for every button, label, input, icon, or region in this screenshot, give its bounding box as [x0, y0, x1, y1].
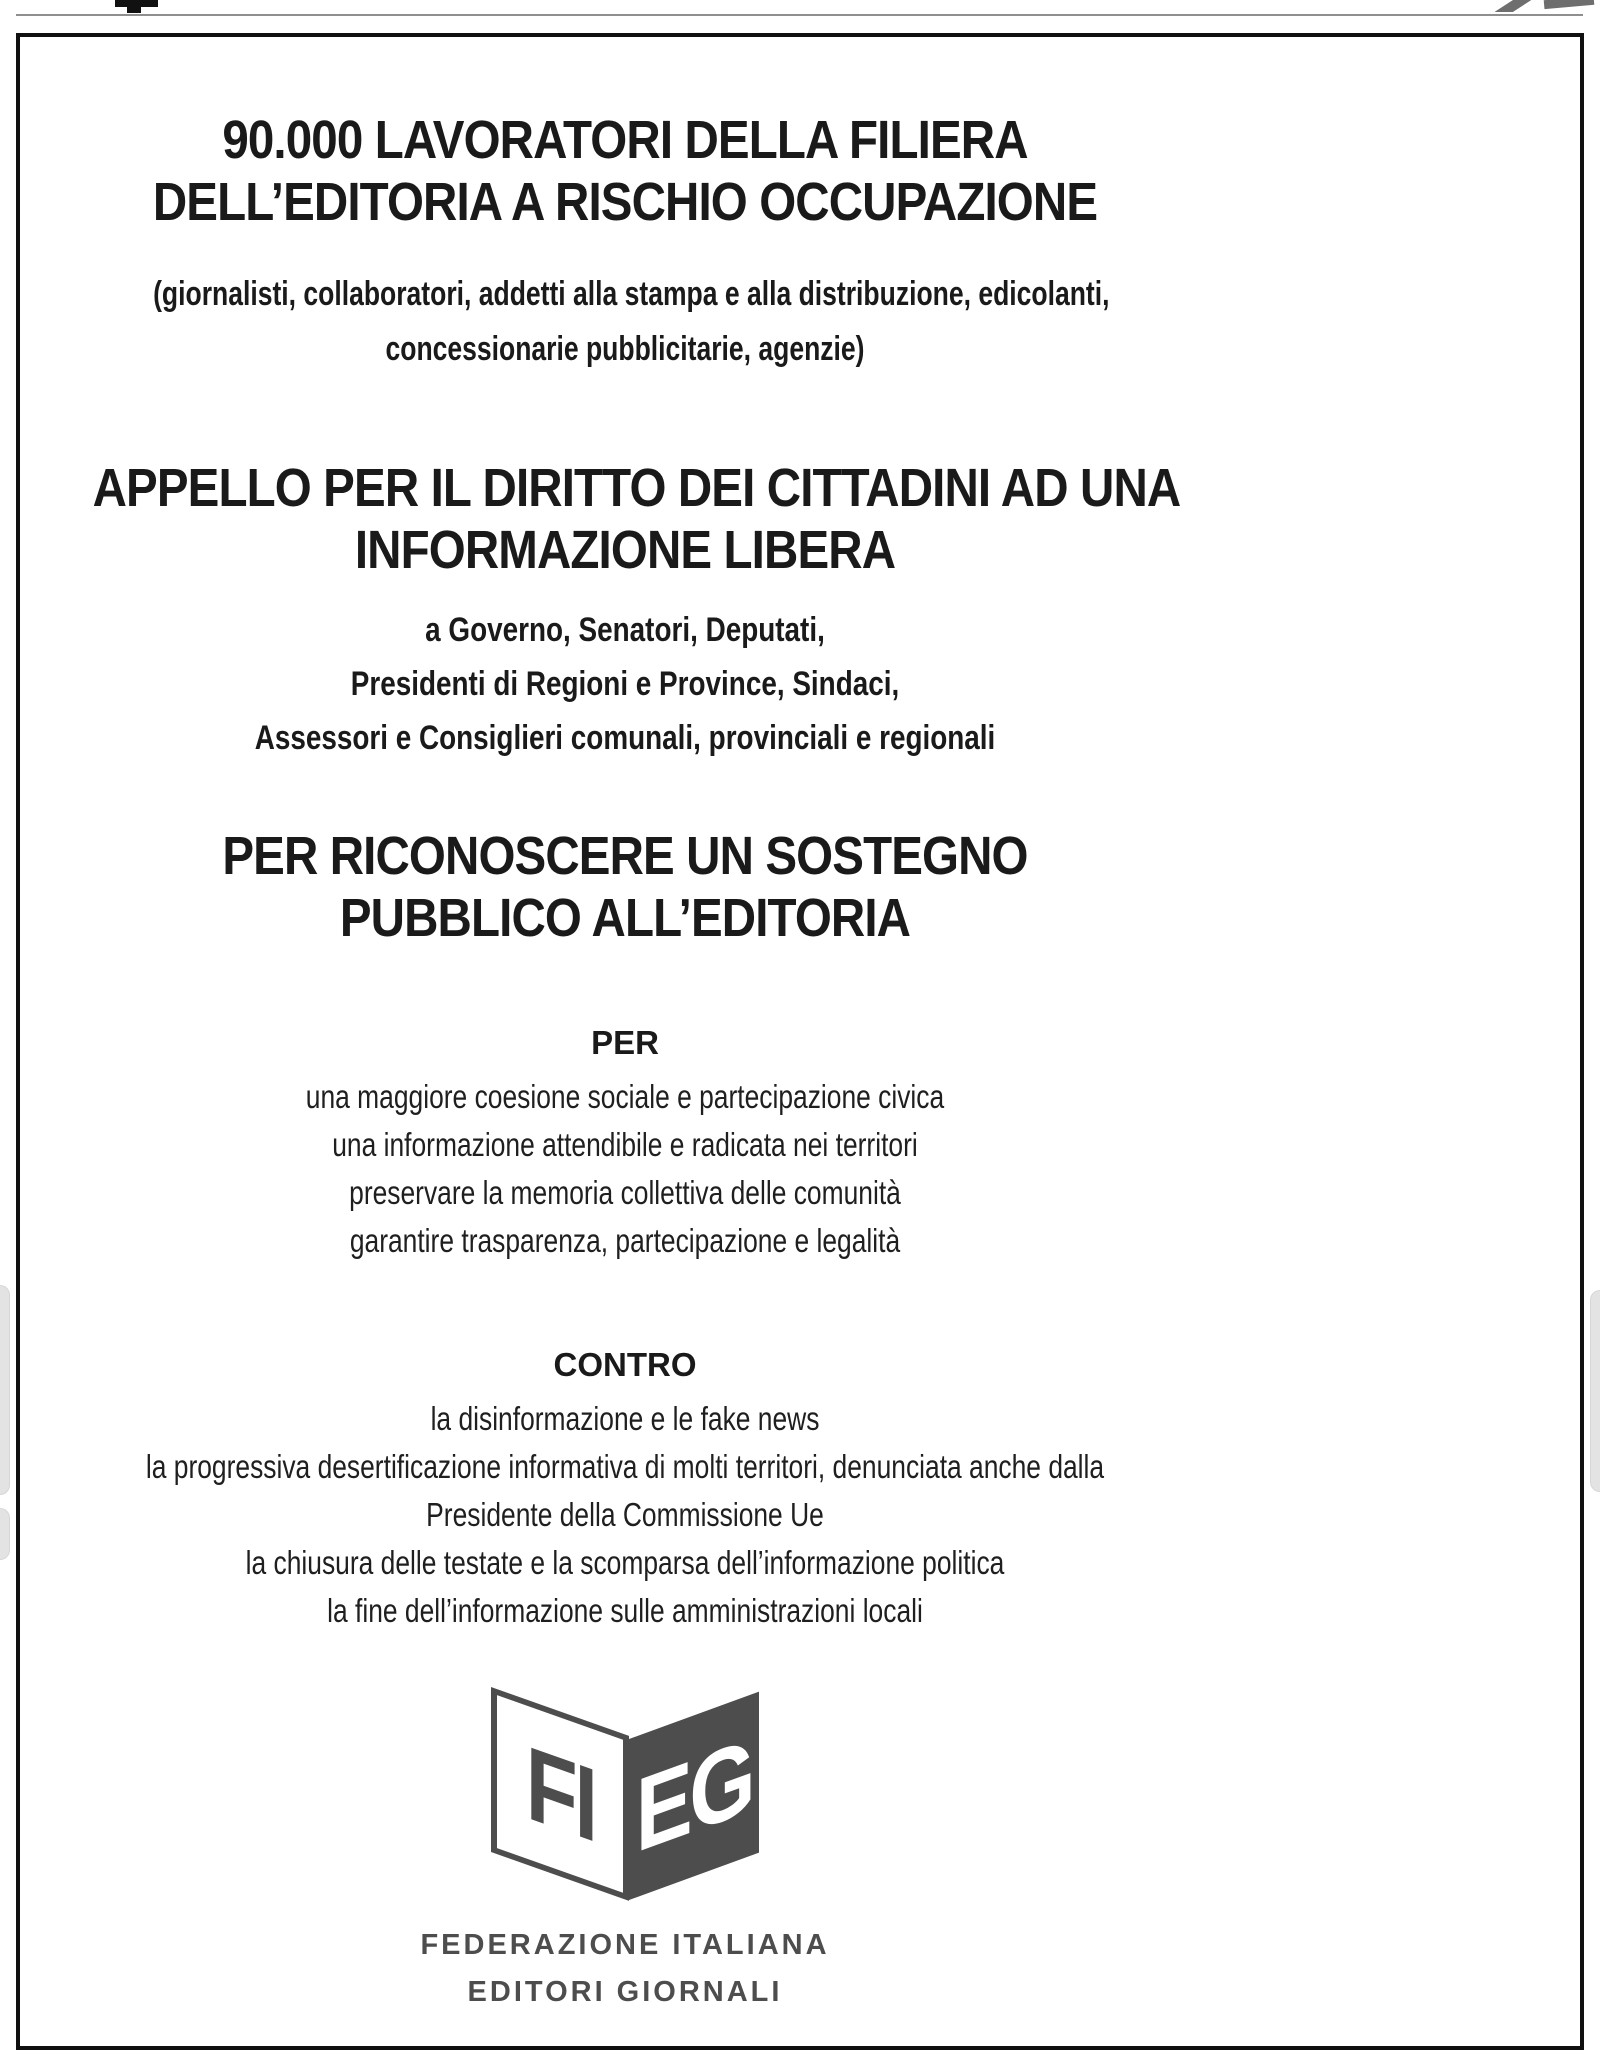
appeal-addressee-line: Assessori e Consiglieri comunali, provinciali e regionali — [254, 719, 996, 757]
contro-list-item: la disinformazione e le fake news — [430, 1400, 820, 1437]
ad-subtitle — [153, 267, 1110, 377]
page-peek-left-bottom[interactable] — [0, 1508, 10, 1560]
top-divider-rule — [16, 14, 1583, 16]
fieg-open-book-logo-icon — [491, 1687, 759, 1902]
page-peek-right[interactable] — [1590, 1290, 1600, 1492]
appeal-heading-line: INFORMAZIONE LIBERA — [354, 520, 896, 580]
logo-letters-eg: EG — [635, 1716, 753, 1876]
contro-list-item: la fine dell’informazione sulle amministrazioni locali — [327, 1592, 923, 1629]
page-peek-left-top[interactable] — [0, 1285, 10, 1495]
ad-title-line: DELL’EDITORIA A RISCHIO OCCUPAZIONE — [152, 172, 1098, 232]
fieg-caption — [20, 1922, 1230, 2016]
cropped-masthead-fragment-top-right — [1492, 0, 1600, 12]
logo-left-page — [491, 1687, 629, 1901]
claim-heading — [93, 825, 1158, 949]
pro-list-item: una maggiore coesione sociale e partecipazione civica — [305, 1078, 945, 1115]
contro-list-item: la progressiva desertificazione informativa di molti territori, denunciata anche dalla — [145, 1448, 1105, 1485]
ad-subtitle-line: concessionarie pubblicitarie, agenzie) — [385, 330, 865, 368]
contro-section-heading: CONTRO — [553, 1346, 697, 1383]
claim-heading-line: PER RICONOSCERE UN SOSTEGNO — [222, 826, 1028, 886]
ad-title — [93, 109, 1158, 233]
appeal-heading-line: APPELLO PER IL DIRITTO DEI CITTADINI AD UNA — [92, 458, 1181, 518]
ad-subtitle-line: (giornalisti, collaboratori, addetti alla stampa e alla distribuzione, edicolanti, — [153, 275, 1110, 313]
advertisement-content — [20, 37, 1230, 2016]
contro-list — [141, 1395, 1109, 1635]
pro-list-item: preservare la memoria collettiva delle comunità — [349, 1174, 901, 1211]
pro-list — [141, 1073, 1109, 1265]
appeal-heading — [92, 457, 1181, 581]
logo-letters-fi: FI — [525, 1723, 595, 1865]
appeal-addressee-line: a Governo, Senatori, Deputati, — [425, 611, 825, 649]
ad-title-line: 90.000 LAVORATORI DELLA FILIERA — [222, 110, 1028, 170]
pro-list-item: una informazione attendibile e radicata nei territori — [332, 1126, 918, 1163]
fieg-caption-line: EDITORI GIORNALI — [467, 1976, 783, 2008]
contro-list-item: Presidente della Commissione Ue — [426, 1496, 824, 1533]
logo-right-page — [629, 1692, 759, 1900]
pro-section-heading: PER — [591, 1024, 659, 1061]
appeal-addressee-line: Presidenti di Regioni e Province, Sindaci, — [350, 665, 900, 703]
fieg-caption-line: FEDERAZIONE ITALIANA — [420, 1929, 830, 1961]
cropped-text-fragment-top-left — [115, 0, 160, 13]
contro-list-item: la chiusura delle testate e la scomparsa dell’informazione politica — [245, 1544, 1005, 1581]
appeal-addressees — [129, 603, 1121, 765]
advertisement-frame — [16, 33, 1584, 2050]
pro-list-item: garantire trasparenza, partecipazione e legalità — [349, 1222, 901, 1259]
claim-heading-line: PUBBLICO ALL’EDITORIA — [339, 888, 911, 948]
